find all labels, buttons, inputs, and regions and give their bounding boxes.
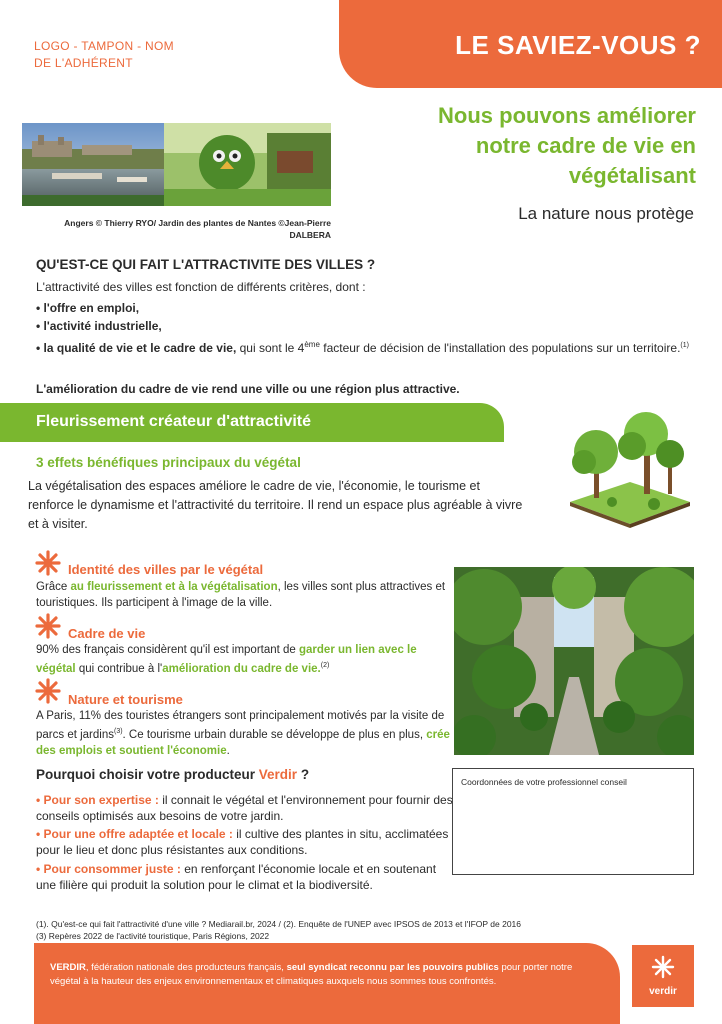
why-choose-title bbox=[36, 767, 309, 782]
photo-angers-nantes bbox=[22, 123, 331, 206]
feature-living-highlight: garder un lien avec le végétal bbox=[36, 644, 417, 675]
photo-credit bbox=[22, 217, 331, 241]
contact-box-label: Coordonnées de votre professionnel conseil bbox=[461, 777, 627, 787]
feature-living-highlight-2: amélioration du cadre de vie. bbox=[162, 662, 321, 675]
footer-brand: VERDIR bbox=[50, 962, 86, 973]
feature-tourism-text-b: . Ce tourisme urbain durable se développe de plus en plus, bbox=[122, 728, 427, 741]
headline-line3: végétalisant bbox=[568, 163, 696, 188]
headline-line2: notre cadre de vie en bbox=[475, 133, 696, 158]
feature-tourism-highlight: crée des emplois et soutient l'économie bbox=[36, 728, 450, 757]
feature-identity-title: Identité des villes par le végétal bbox=[68, 562, 264, 577]
footnotes bbox=[36, 918, 696, 942]
why-item-local-text: il cultive des plantes in situ, acclimatées pour le lieu et donc plus résistantes aux conditions. bbox=[36, 827, 449, 857]
trees-illustration bbox=[566, 410, 694, 528]
why-item-consume-head: • Pour consommer juste : bbox=[36, 862, 181, 876]
street-photo-image bbox=[454, 567, 694, 755]
flowering-banner bbox=[0, 403, 504, 442]
bullet-quality-of-life bbox=[36, 336, 696, 357]
bullet-employment: • l'offre en emploi, bbox=[36, 301, 140, 315]
logo-placeholder bbox=[34, 38, 234, 72]
footer-text bbox=[50, 961, 590, 989]
bullet-industry: • l'activité industrielle, bbox=[36, 319, 162, 333]
page-title: LE SAVIEZ-VOUS ? bbox=[455, 30, 701, 60]
why-item-consume-text: en renforçant l'économie locale et en soutenant une filière qui produit la solution pour le climat et la biodiversité. bbox=[36, 862, 437, 892]
flowering-banner-label: Fleurissement créateur d'attractivité bbox=[36, 413, 312, 430]
feature-tourism-title: Nature et tourisme bbox=[68, 692, 183, 707]
why-item-local-head: • Pour une offre adaptée et locale : bbox=[36, 827, 233, 841]
footnote-ref-2: (2) bbox=[320, 662, 330, 669]
asterisk-flower-icon bbox=[34, 677, 62, 705]
trees-icon bbox=[566, 410, 694, 528]
subheadline: La nature nous protège bbox=[518, 204, 694, 223]
feature-identity-text-c: , les villes sont plus attractives et touristiques. Ils participent à l'image de la ville. bbox=[36, 581, 446, 609]
effects-text: La végétalisation des espaces améliore le cadre de vie, l'économie, le tourisme et renforce le dynamisme et l'attractivité du territoire. Il rend un espace plus agréable à vivre et à visiter. bbox=[28, 479, 523, 531]
logo-placeholder-line2: DE L'ADHÉRENT bbox=[34, 56, 133, 70]
effects-title: 3 effets bénéfiques principaux du végétal bbox=[36, 455, 301, 470]
attractivity-conclusion: L'amélioration du cadre de vie rend une ville ou une région plus attractive. bbox=[36, 382, 460, 396]
feature-tourism-text-a: A Paris, 11% des touristes étrangers sont principalement motivés par la visite de parcs et jardins bbox=[36, 710, 445, 741]
contact-box[interactable] bbox=[452, 768, 694, 875]
bullet-quality-head: • la qualité de vie et le cadre de vie, bbox=[36, 341, 237, 355]
bullet-quality-sup: ème bbox=[304, 340, 320, 349]
verdir-logo bbox=[632, 945, 694, 1007]
green-street-photo bbox=[454, 567, 694, 755]
why-item-expertise bbox=[36, 792, 456, 824]
why-item-expertise-head: • Pour son expertise : bbox=[36, 793, 159, 807]
headline bbox=[336, 101, 696, 191]
feature-identity-text-a: Grâce bbox=[36, 581, 71, 593]
headline-line1: Nous pouvons améliorer bbox=[438, 103, 696, 128]
footnote-line1: (1). Qu'est-ce qui fait l'attractivité d'une ville ? Mediarail.br, 2024 / (2). Enquête de l'UNEP avec IPSOS de 2013 et l'IFOP de 2016 bbox=[36, 919, 522, 929]
header-banner bbox=[339, 0, 722, 88]
why-item-consume bbox=[36, 861, 456, 893]
verdir-flower-icon bbox=[651, 955, 675, 979]
why-item-local bbox=[36, 826, 456, 858]
why-item-expertise-text: il connait le végétal et l'environnement pour fournir des conseils optimisés aux besoins de votre jardin. bbox=[36, 793, 453, 823]
footer-text-a: , fédération nationale des producteurs français, bbox=[85, 962, 287, 973]
verdir-logo-text: verdir bbox=[649, 986, 677, 997]
attractivity-intro: L'attractivité des villes est fonction de différents critères, dont : bbox=[36, 280, 366, 294]
feature-tourism-text-d: . bbox=[226, 744, 230, 757]
footer-text-bold: seul syndicat reconnu par les pouvoirs publics bbox=[286, 962, 499, 973]
footnote-ref-3: (3) bbox=[113, 728, 123, 735]
asterisk-flower-icon bbox=[34, 612, 62, 640]
feature-living-text bbox=[36, 642, 452, 677]
why-title-text: Pourquoi choisir votre producteur bbox=[36, 767, 259, 782]
bullet-quality-text: qui sont le 4 bbox=[236, 341, 305, 355]
feature-living-text-c: qui contribue à l' bbox=[75, 662, 163, 675]
feature-living-title: Cadre de vie bbox=[68, 626, 146, 641]
why-title-brand: Verdir bbox=[258, 767, 298, 782]
photo-credit-line1: Angers © Thierry RYO/ Jardin des plantes de Nantes ©Jean-Pierre bbox=[64, 218, 331, 228]
footer-text-b: pour porter notre végétal à la hauteur des enjeux environnementaux et climatiques auxquels nous sommes tous confrontés. bbox=[50, 962, 573, 987]
feature-identity-text bbox=[36, 579, 452, 611]
logo-placeholder-line1: LOGO - TAMPON - NOM bbox=[34, 39, 174, 53]
feature-tourism-text bbox=[36, 708, 452, 759]
photo-credit-line2: DALBERA bbox=[289, 230, 331, 240]
feature-living-text-a: 90% des français considèrent qu'il est important de bbox=[36, 644, 300, 656]
footnote-line2: (3) Repères 2022 de l'activité touristique, Paris Régions, 2022 bbox=[36, 931, 270, 941]
bullet-quality-end: facteur de décision de l'installation des populations sur un territoire. bbox=[319, 341, 681, 355]
footnote-ref-1: (1) bbox=[680, 342, 689, 349]
footer-banner bbox=[34, 943, 620, 1024]
asterisk-flower-icon bbox=[34, 549, 62, 577]
city-garden-photos bbox=[22, 123, 331, 206]
feature-identity-highlight: au fleurissement et à la végétalisation bbox=[70, 581, 278, 593]
section-title-attractivity: QU'EST-CE QUI FAIT L'ATTRACTIVITE DES VILLES ? bbox=[36, 257, 376, 272]
why-title-end: ? bbox=[297, 767, 310, 782]
